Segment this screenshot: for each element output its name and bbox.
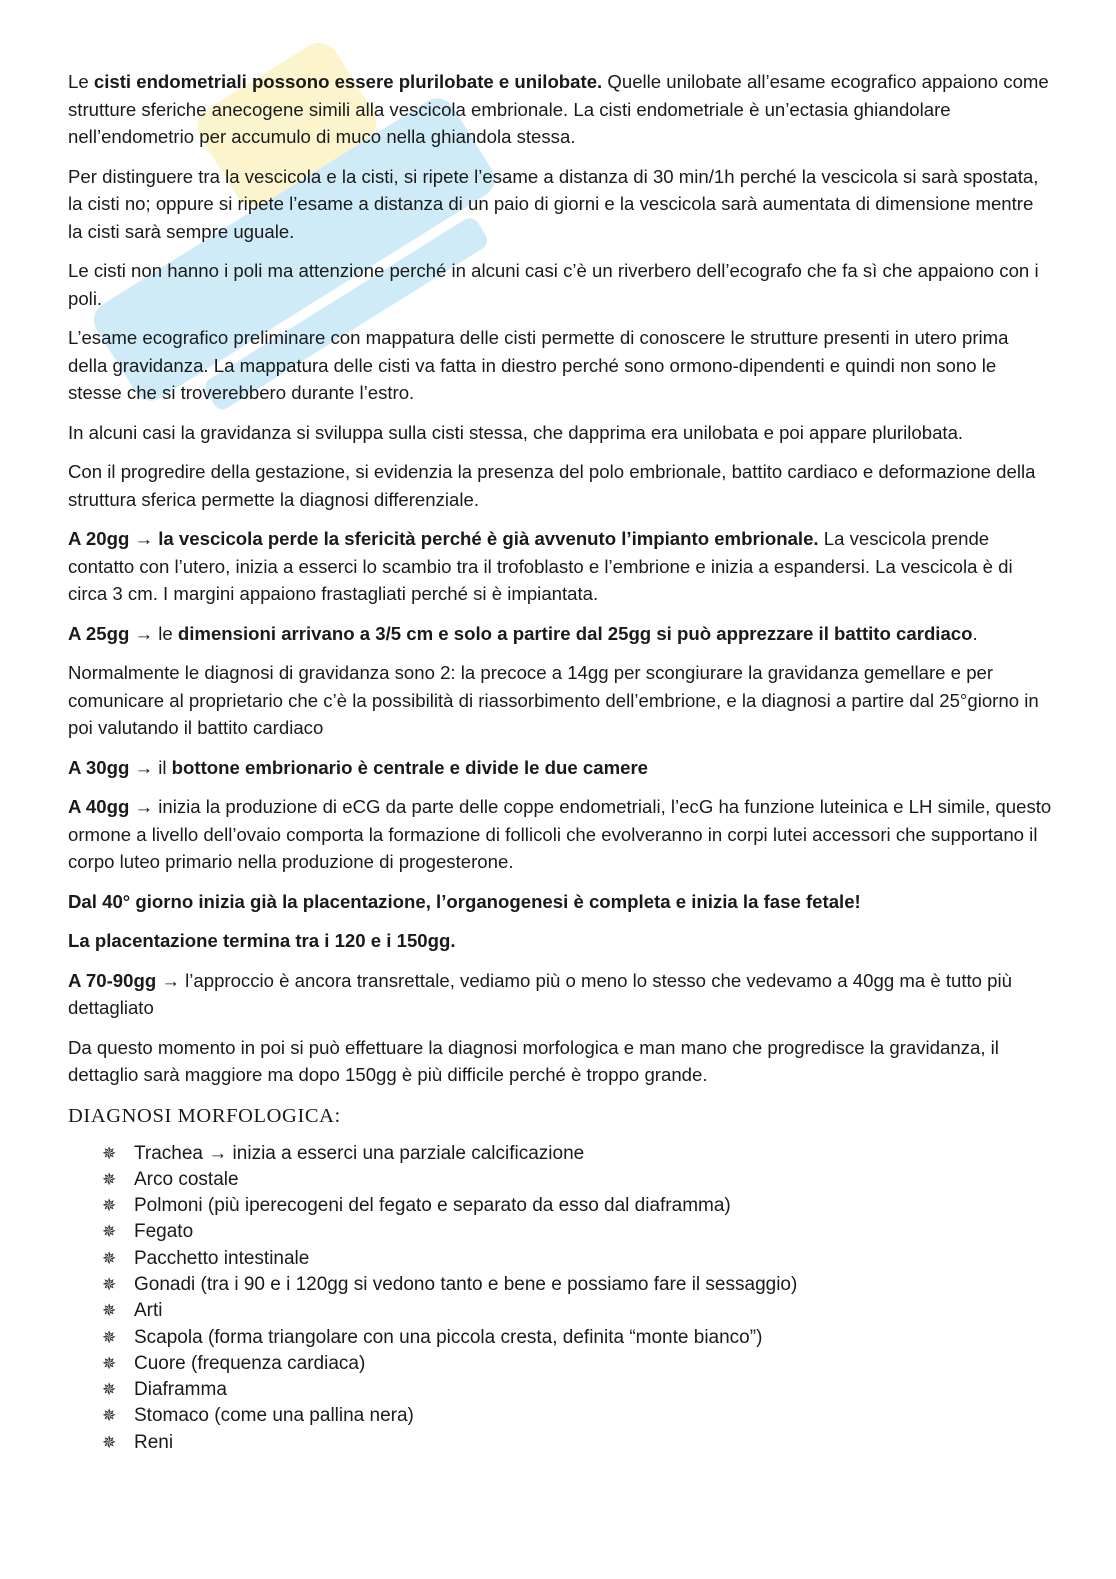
paragraph-placentazione-inizio — [68, 888, 1052, 916]
paragraph-poli: Le cisti non hanno i poli ma attenzione perché in alcuni casi c’è un riverbero dell’ecografo che fa sì che appaiono con i poli. — [68, 260, 1039, 309]
list-item-name: Trachea — [134, 1142, 203, 1164]
list-item — [102, 1272, 1052, 1298]
asterisk-bullet-icon: ✵ — [102, 1248, 117, 1268]
bold-text: La placentazione termina tra i 120 e i 150gg. — [68, 930, 456, 951]
list-item-detail: → inizia a esserci una parziale calcificazione — [203, 1142, 585, 1164]
paragraph-70-90gg — [68, 967, 1052, 1022]
list-item — [102, 1325, 1052, 1351]
text-span: . — [972, 622, 978, 644]
asterisk-bullet-icon: ✵ — [102, 1432, 117, 1452]
stage-label: A 70-90gg — [68, 969, 157, 991]
list-item-name: Stomaco — [134, 1405, 209, 1427]
text-span: le — [153, 622, 178, 644]
stage-label: A 20gg — [68, 528, 130, 549]
bold-text: la vescicola perde la sfericità perché è già avvenuto l’impianto embrionale. — [158, 528, 819, 549]
paragraph-placentazione-termine — [68, 927, 1052, 955]
list-item-detail: (come una pallina nera) — [208, 1405, 414, 1427]
bold-text: dimensioni arrivano a 3/5 cm e solo a partire dal 25gg si può apprezzare il battito cardiaco — [177, 622, 973, 644]
text-span: Quelle unilobate all’esame ecografico appaiono come strutture sferiche anecogene simili alla vescicola embrionale. La cisti endometriale è un’ectasia ghiandolare nell’endometrio per accumulo di muco nella ghiandola stessa. — [68, 71, 1049, 147]
list-item-detail: (forma triangolare con una piccola cresta, definita “monte bianco”) — [202, 1326, 763, 1348]
list-item-name: Cuore — [134, 1352, 186, 1374]
list-item-name: Gonadi — [134, 1273, 196, 1295]
arrow-right-icon: → — [134, 796, 154, 817]
list-item-name: Reni — [134, 1431, 174, 1453]
stage-label: A 25gg — [68, 622, 130, 644]
asterisk-bullet-icon: ✵ — [102, 1406, 117, 1426]
bold-text: Dal 40° giorno inizia già la placentazione, l’organogenesi è completa e inizia la fase fetale! — [68, 890, 861, 912]
arrow-right-icon: → — [161, 969, 180, 991]
paragraph-gestazione: Con il progredire della gestazione, si evidenzia la presenza del polo embrionale, battito cardiaco e deformazione della struttura sferica permette la diagnosi differenziale. — [68, 461, 1036, 510]
paragraph-diagnosi-morfologica-intro: Da questo momento in poi si può effettuare la diagnosi morfologica e man mano che progredisce la gravidanza, il dettaglio sarà maggiore ma dopo 150gg è più difficile perché è troppo grande. — [68, 1036, 999, 1085]
text-span: il — [153, 756, 172, 778]
list-item — [102, 1141, 1052, 1167]
paragraph-cisti — [68, 68, 1052, 151]
list-item — [102, 1167, 1052, 1193]
asterisk-bullet-icon: ✵ — [102, 1222, 117, 1242]
stage-label: A 30gg — [68, 756, 130, 778]
paragraph-20gg — [68, 525, 1052, 608]
text-span: La vescicola prende contatto con l’utero, inizia a esserci lo scambio tra il trofoblasto e l’embrione e inizia a espandersi. La vescicola è di circa 3 cm. I margini appaiono frastagliati perché si è impiantata. — [68, 528, 1013, 604]
paragraph-mappatura: L’esame ecografico preliminare con mappatura delle cisti permette di conoscere le strutture presenti in utero prima della gravidanza. La mappatura delle cisti va fatta in diestro perché sono ormono-dipendenti e quindi non sono le stesse che si troverebbero durante l’estro. — [68, 327, 1009, 403]
paragraph-distinguere: Per distinguere tra la vescicola e la cisti, si ripete l’esame a distanza di 30 min/1h perché la vescicola si sarà spostata, la cisti no; oppure si ripete l’esame a distanza di un paio di giorni e la vescicola sarà aumentata di dimensione mentre la cisti sarà sempre uguale. — [68, 165, 1039, 242]
paragraph-30gg — [68, 754, 1052, 782]
list-item — [102, 1351, 1052, 1377]
list-item — [102, 1219, 1052, 1245]
list-item-name: Arco costale — [134, 1168, 239, 1190]
list-item-name: Diaframma — [134, 1379, 227, 1401]
asterisk-bullet-icon: ✵ — [102, 1301, 117, 1321]
list-item — [102, 1246, 1052, 1272]
list-item — [102, 1193, 1052, 1219]
list-item-name: Pacchetto intestinale — [134, 1247, 310, 1269]
list-item-detail: (tra i 90 e i 120gg si vedono tanto e bene e possiamo fare il sessaggio) — [195, 1273, 798, 1295]
bold-text: bottone embrionario è centrale e divide le due camere — [171, 756, 649, 778]
paragraph-gravidanza-cisti: In alcuni casi la gravidanza si sviluppa sulla cisti stessa, che dapprima era unilobata e poi appare plurilobata. — [68, 421, 964, 443]
paragraph-40gg — [68, 793, 1052, 876]
arrow-right-icon: → — [134, 528, 154, 549]
stage-label: A 40gg — [68, 796, 130, 817]
list-item — [102, 1377, 1052, 1403]
paragraph-25gg — [68, 620, 1052, 648]
list-item-detail: (frequenza cardiaca) — [185, 1352, 366, 1374]
list-item — [102, 1430, 1052, 1456]
text-span: inizia la produzione di eCG da parte delle coppe endometriali, l’ecG ha funzione luteinica e LH simile, questo ormone a livello dell’ovaio comporta la formazione di follicoli che evolveranno in corpi lutei accessori che supportano il corpo luteo primario nella produzione di progesterone. — [68, 796, 1052, 872]
asterisk-bullet-icon: ✵ — [102, 1169, 117, 1189]
arrow-right-icon: → — [134, 622, 154, 644]
paragraph-diagnosi-gravidanza: Normalmente le diagnosi di gravidanza sono 2: la precoce a 14gg per scongiurare la gravidanza gemellare e per comunicare al proprietario che c’è la possibilità di riassorbimento dell’embrione, e la diagnosi a partire dal 25°giorno in poi valutando il battito cardiaco — [68, 662, 1039, 738]
asterisk-bullet-icon: ✵ — [102, 1196, 117, 1216]
list-item-detail: (più iperecogeni del fegato e separato da esso dal diaframma) — [202, 1195, 731, 1217]
arrow-right-icon: → — [134, 756, 154, 778]
asterisk-bullet-icon: ✵ — [102, 1143, 117, 1163]
text-span: l’approccio è ancora transrettale, vediamo più o meno lo stesso che vedevamo a 40gg ma è tutto più dettagliato — [68, 969, 1012, 1018]
bold-text: cisti endometriali possono essere plurilobate e unilobate. — [93, 71, 603, 92]
morphology-list — [68, 1141, 1052, 1457]
section-heading: DIAGNOSI MORFOLOGICA: — [68, 1104, 341, 1127]
asterisk-bullet-icon: ✵ — [102, 1353, 117, 1373]
document-page — [68, 68, 1052, 1456]
asterisk-bullet-icon: ✵ — [102, 1380, 117, 1400]
asterisk-bullet-icon: ✵ — [102, 1274, 117, 1294]
text-span: Le — [68, 71, 94, 92]
list-item-name: Fegato — [134, 1221, 194, 1243]
list-item-name: Polmoni — [134, 1195, 203, 1217]
asterisk-bullet-icon: ✵ — [102, 1327, 117, 1347]
list-item-name: Scapola — [134, 1326, 203, 1348]
list-item-name: Arti — [134, 1300, 163, 1322]
list-item — [102, 1403, 1052, 1429]
list-item — [102, 1298, 1052, 1324]
